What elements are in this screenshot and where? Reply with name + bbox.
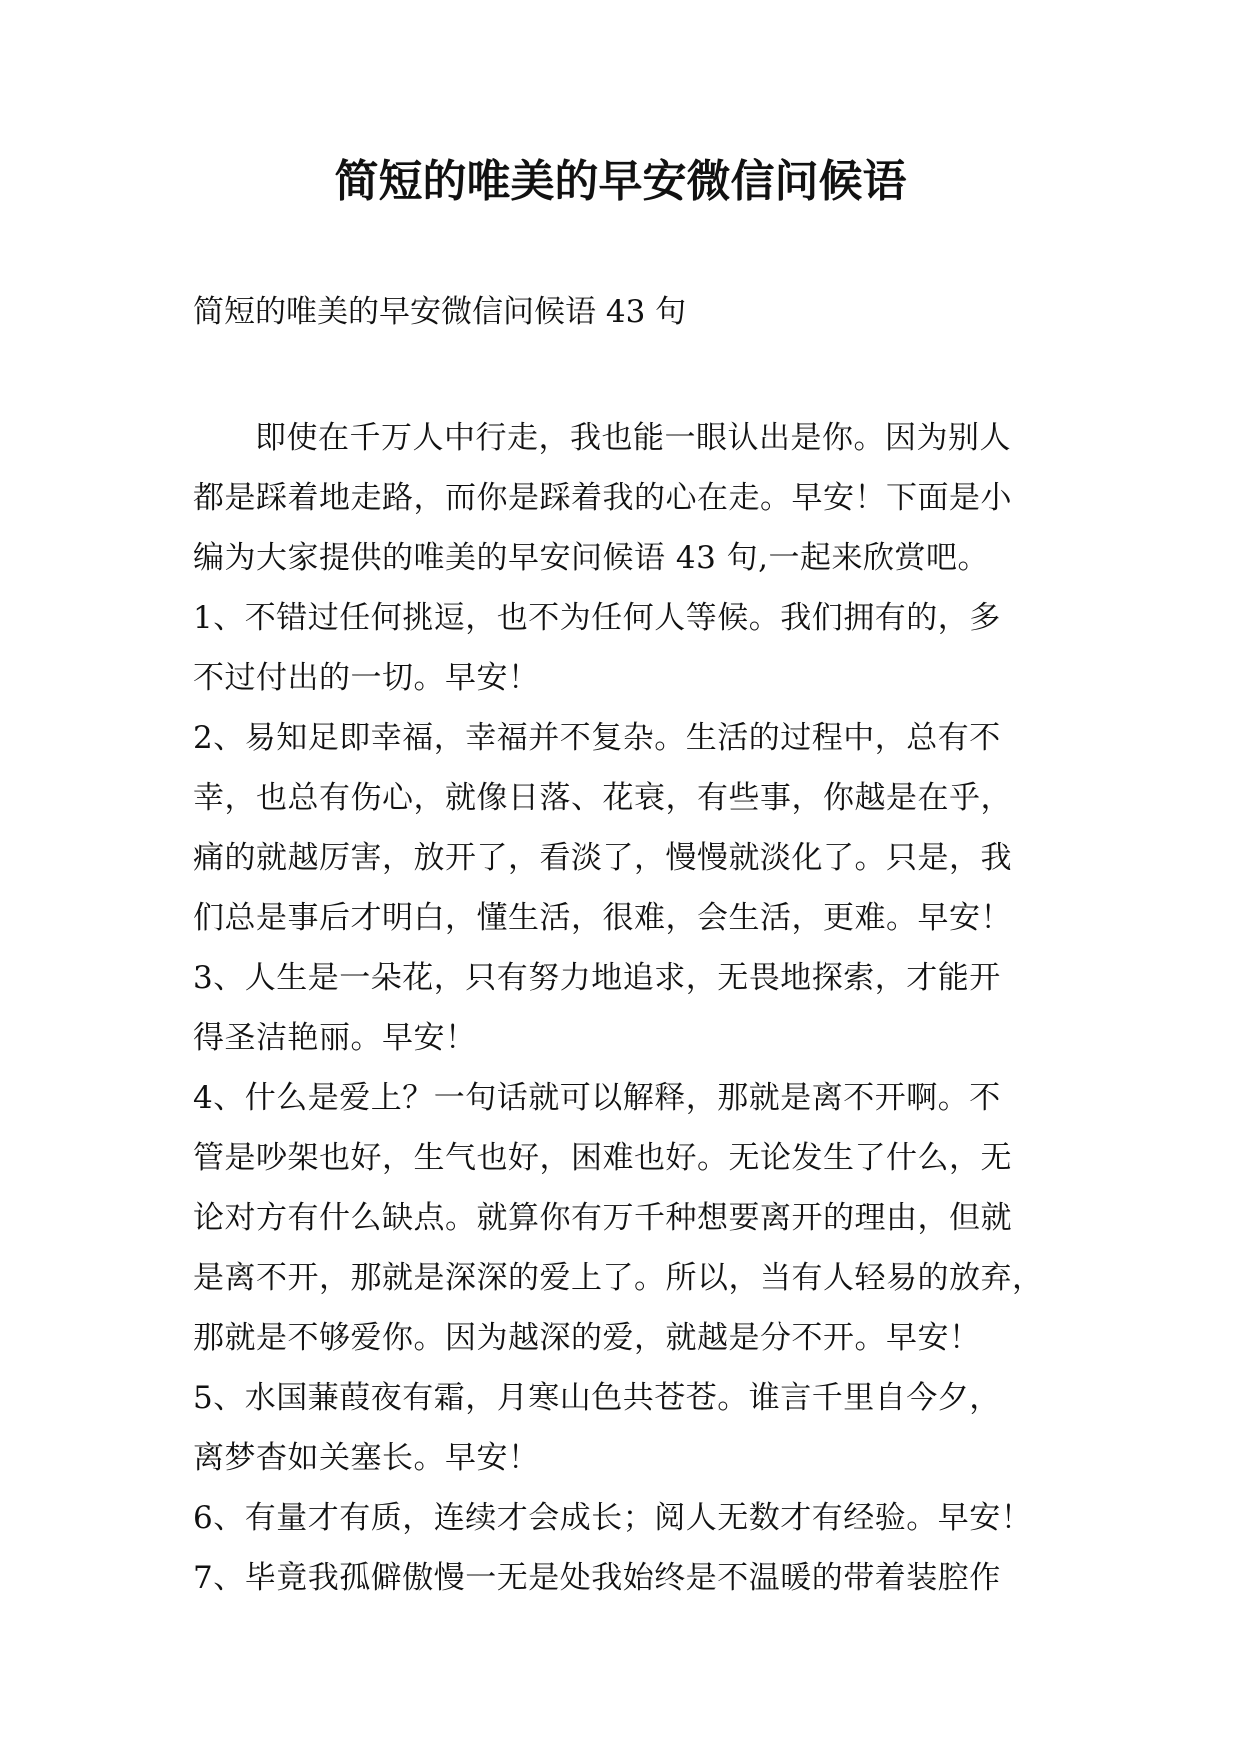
body-line: 都是踩着地走路，而你是踩着我的心在走。早安！下面是小 [193, 480, 1012, 516]
body-line: 得圣洁艳丽。早安！ [193, 1020, 477, 1056]
body-line: 论对方有什么缺点。就算你有万千种想要离开的理由，但就 [193, 1200, 1012, 1236]
body-line: 5、水国蒹葭夜有霜，月寒山色共苍苍。谁言千里自今夕， [193, 1380, 1001, 1416]
body-line: 管是吵架也好，生气也好，困难也好。无论发生了什么，无 [193, 1140, 1012, 1176]
body-line: 1、不错过任何挑逗，也不为任何人等候。我们拥有的，多 [193, 600, 1001, 636]
body-line: 们总是事后才明白，懂生活，很难，会生活，更难。早安！ [193, 900, 1012, 936]
body-line: 4、什么是爱上？一句话就可以解释，那就是离不开啊。不 [193, 1080, 1001, 1116]
body-line: 7、毕竟我孤僻傲慢一无是处我始终是不温暖的带着装腔作 [193, 1560, 1001, 1596]
body-line: 即使在千万人中行走，我也能一眼认出是你。因为别人 [255, 420, 1011, 456]
body-line: 幸，也总有伤心，就像日落、花衰，有些事，你越是在乎， [193, 780, 1012, 816]
body-line: 离梦杳如关塞长。早安！ [193, 1440, 540, 1476]
body-line: 3、人生是一朵花，只有努力地追求，无畏地探索，才能开 [193, 960, 1001, 996]
body-line: 痛的就越厉害，放开了，看淡了，慢慢就淡化了。只是，我 [193, 840, 1012, 876]
body-line: 2、易知足即幸福，幸福并不复杂。生活的过程中，总有不 [193, 720, 1001, 756]
document-body [193, 408, 1073, 1608]
document-title: 简短的唯美的早安微信问候语 [334, 156, 907, 207]
body-line: 那就是不够爱你。因为越深的爱，就越是分不开。早安！ [193, 1320, 981, 1356]
body-line: 不过付出的一切。早安！ [193, 660, 540, 696]
document-subtitle: 简短的唯美的早安微信问候语 43 句 [193, 294, 687, 330]
body-line: 6、有量才有质，连续才会成长；阅人无数才有经验。早安！ [193, 1500, 1033, 1536]
body-line: 编为大家提供的唯美的早安问候语 43 句,一起来欣赏吧。 [193, 540, 990, 576]
body-line: 是离不开，那就是深深的爱上了。所以，当有人轻易的放弃， [193, 1260, 1044, 1296]
